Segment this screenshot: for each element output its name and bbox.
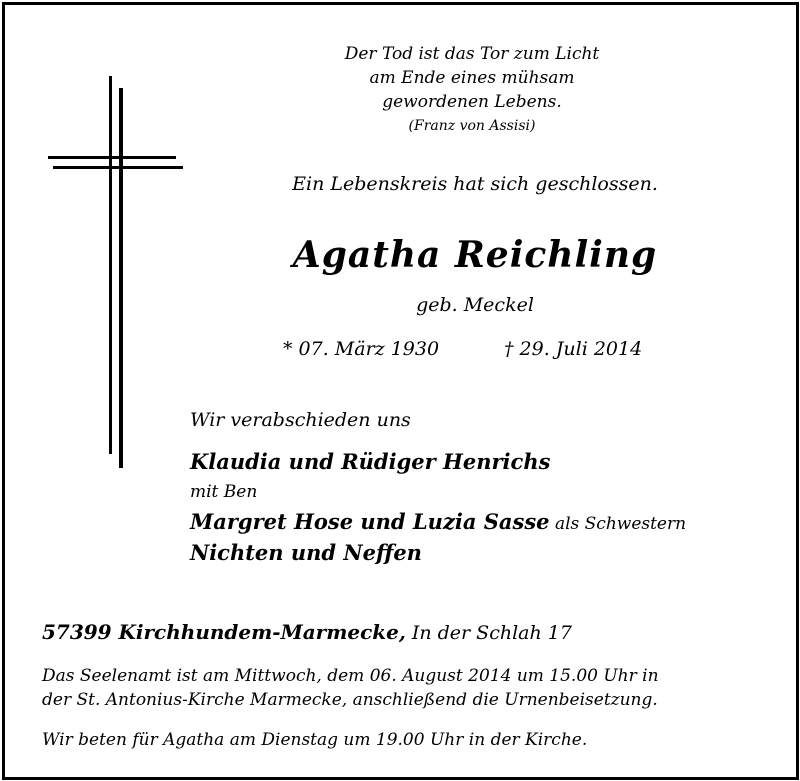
deceased-name: Agatha Reichling <box>292 234 658 276</box>
family-line-3-names: Margret Hose und Luzia Sasse <box>190 509 550 534</box>
service-info <box>42 664 659 712</box>
quote <box>0 42 800 138</box>
service-info-line-1: Das Seelenamt ist am Mittwoch, dem 06. August 2014 um 15.00 Uhr in <box>42 666 659 686</box>
family-line-1: Klaudia und Rüdiger Henrichs <box>190 449 551 474</box>
birth-date: * 07. März 1930 <box>283 338 440 360</box>
quote-line-1: Der Tod ist das Tor zum Licht <box>344 44 600 64</box>
quote-line-2: am Ende eines mühsam <box>369 68 575 88</box>
maiden-name: geb. Meckel <box>416 294 534 316</box>
family-line-3-relation: als Schwestern <box>549 514 687 534</box>
family-line-2: mit Ben <box>190 482 258 502</box>
farewell-text: Wir verabschieden uns <box>190 409 411 431</box>
service-info-line-2: der St. Antonius-Kirche Marmecke, anschließend die Urnenbeisetzung. <box>42 690 658 710</box>
address <box>42 620 572 644</box>
address-city: 57399 Kirchhundem-Marmecke, <box>42 620 406 644</box>
intro-text: Ein Lebenskreis hat sich geschlossen. <box>292 173 658 195</box>
quote-line-3: gewordenen Lebens. <box>382 92 562 112</box>
prayer-info: Wir beten für Agatha am Dienstag um 19.00 Uhr in der Kirche. <box>42 730 588 750</box>
family-line-3 <box>190 509 686 534</box>
quote-author: (Franz von Assisi) <box>408 118 536 134</box>
family-line-4: Nichten und Neffen <box>190 540 422 565</box>
address-street: In der Schlah 17 <box>405 622 572 644</box>
death-date: † 29. Juli 2014 <box>504 338 643 360</box>
